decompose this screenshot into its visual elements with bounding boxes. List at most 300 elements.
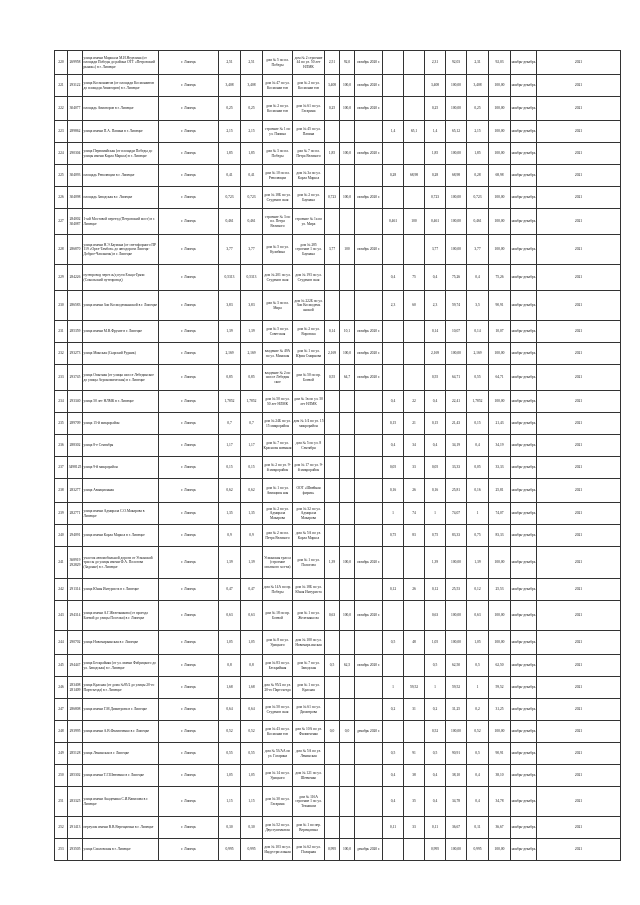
cell-n: 251 bbox=[55, 787, 68, 817]
cell-g: 0,25 bbox=[467, 97, 489, 121]
cell-name: улица 15-й микрорайон bbox=[83, 413, 159, 435]
cell-b: 1,17 bbox=[241, 435, 263, 457]
cell-c bbox=[325, 413, 340, 435]
cell-name: улица Авиационная bbox=[83, 479, 159, 503]
cell-name: улица Красная (от дома №95/2 до улицы 20-го Партсъезда) в г. Липецке bbox=[83, 677, 159, 699]
cell-p: 100,0 bbox=[340, 187, 355, 209]
cell-c: 3,77 bbox=[325, 235, 340, 265]
cell-per: ноябрь-декабрь bbox=[511, 579, 537, 601]
cell-r2: 31 bbox=[404, 699, 425, 721]
cell-a: 0,7 bbox=[219, 413, 241, 435]
cell-name: улица имени Маршала М.И.Неделина (от площади Победы до района ОТТ «Петровский рынок») в г. Липецке bbox=[83, 51, 159, 75]
cell-r2: 83 bbox=[404, 525, 425, 547]
cell-r2: 59,52 bbox=[404, 677, 425, 699]
cell-d: октябрь 2020 г. bbox=[355, 143, 383, 165]
cell-c: 0,25 bbox=[325, 97, 340, 121]
cell-id: 283408 281409 bbox=[68, 677, 83, 699]
cell-e: 1,85 bbox=[425, 143, 446, 165]
cell-e: 0,2 bbox=[425, 699, 446, 721]
cell-g: 0,52 bbox=[467, 721, 489, 743]
cell-a: 0,55 bbox=[219, 743, 241, 765]
cell-r1: 0,12 bbox=[383, 579, 404, 601]
cell-c bbox=[325, 265, 340, 291]
cell-f: 100,00 bbox=[446, 601, 467, 631]
cell-p: 64,7 bbox=[340, 365, 355, 391]
cell-r1 bbox=[383, 343, 404, 365]
table-row bbox=[55, 547, 621, 579]
cell-per: ноябрь-декабрь bbox=[511, 677, 537, 699]
cell-c bbox=[325, 291, 340, 321]
cell-p bbox=[340, 699, 355, 721]
cell-n: 252 bbox=[55, 817, 68, 839]
cell-c bbox=[325, 787, 340, 817]
cell-yr: 2021 bbox=[537, 121, 621, 143]
cell-d bbox=[355, 743, 383, 765]
cell-e: 0,4 bbox=[425, 391, 446, 413]
cell-id: 282771 bbox=[68, 503, 83, 525]
cell-id: 304077 bbox=[68, 97, 83, 121]
cell-from: дом № 1 по ул. Авиацион ная bbox=[263, 479, 293, 503]
table-row bbox=[55, 839, 621, 861]
cell-r1 bbox=[383, 97, 404, 121]
cell-r2: 60 bbox=[404, 291, 425, 321]
cell-c: 1,85 bbox=[325, 143, 340, 165]
cell-e: 0,14 bbox=[425, 321, 446, 343]
cell-d: октябрь 2020 г. bbox=[355, 601, 383, 631]
cell-b: 0,47 bbox=[241, 579, 263, 601]
cell-f: 100,00 bbox=[446, 143, 467, 165]
cell-e: 0,55 bbox=[425, 365, 446, 391]
cell-h: 100,00 bbox=[489, 143, 511, 165]
cell-to: дом № 2 по ул. Воровска bbox=[293, 321, 325, 343]
cell-a: 1,39 bbox=[219, 321, 241, 343]
cell-a: 2,51 bbox=[219, 51, 241, 75]
cell-r2 bbox=[404, 365, 425, 391]
cell-p bbox=[340, 743, 355, 765]
cell-b: 1,7852 bbox=[241, 391, 263, 413]
cell-city: г. Липецк bbox=[159, 479, 219, 503]
cell-name: улица Минская (Сырский Рудник) bbox=[83, 343, 159, 365]
cell-b: 1,39 bbox=[241, 547, 263, 579]
cell-yr: 2021 bbox=[537, 743, 621, 765]
cell-name: улица Опытная (от улицы шоссе Лебединское до улицы Агрономическая) в г. Липецке bbox=[83, 365, 159, 391]
cell-a: 0,52 bbox=[219, 721, 241, 743]
cell-b: 3,77 bbox=[241, 235, 263, 265]
cell-per: ноябрь-декабрь bbox=[511, 209, 537, 235]
cell-r1 bbox=[383, 601, 404, 631]
cell-p: 100 bbox=[340, 235, 355, 265]
cell-h: 100,00 bbox=[489, 75, 511, 97]
cell-r2 bbox=[404, 321, 425, 343]
cell-to: дом № 222Б по ул. Зои Космодемь янской bbox=[293, 291, 325, 321]
cell-id: 293273 bbox=[68, 343, 83, 365]
cell-h: 100,00 bbox=[489, 391, 511, 413]
cell-n: 221 bbox=[55, 75, 68, 97]
cell-from: дом № 50 по ул. 50 лет НЛМК bbox=[263, 391, 293, 413]
cell-p: 92,0 bbox=[340, 51, 355, 75]
cell-f: 83,33 bbox=[446, 525, 467, 547]
cell-c: 0,55 bbox=[325, 365, 340, 391]
cell-e: 1,39 bbox=[425, 547, 446, 579]
cell-yr: 2021 bbox=[537, 165, 621, 187]
cell-f: 38,10 bbox=[446, 765, 467, 787]
cell-r1 bbox=[383, 235, 404, 265]
cell-e: 0,723 bbox=[425, 187, 446, 209]
cell-city: г. Липецк bbox=[159, 579, 219, 601]
cell-r1: 2,3 bbox=[383, 291, 404, 321]
cell-d bbox=[355, 435, 383, 457]
cell-c bbox=[325, 743, 340, 765]
cell-city: г. Липецк bbox=[159, 343, 219, 365]
cell-b: 0,41 bbox=[241, 165, 263, 187]
cell-h: 100,00 bbox=[489, 839, 511, 861]
cell-d bbox=[355, 121, 383, 143]
cell-yr: 2021 bbox=[537, 187, 621, 209]
cell-from: дом № 95/2 по ул. 20-го Партсъезда bbox=[263, 677, 293, 699]
cell-p bbox=[340, 121, 355, 143]
cell-from: дом № 52 по ул. Двуступенчатая bbox=[263, 817, 293, 839]
cell-id: 285302 bbox=[68, 765, 83, 787]
table-row bbox=[55, 655, 621, 677]
cell-e: 0,52 bbox=[425, 721, 446, 743]
cell-a: 0,63 bbox=[219, 601, 241, 631]
cell-h: 34,19 bbox=[489, 435, 511, 457]
cell-name: улица имени Т.Г.Шевченко в г. Липецке bbox=[83, 765, 159, 787]
cell-id: 290304 bbox=[68, 143, 83, 165]
table-row bbox=[55, 631, 621, 655]
cell-g: 0,4 bbox=[467, 765, 489, 787]
cell-h: 100,00 bbox=[489, 601, 511, 631]
cell-d bbox=[355, 525, 383, 547]
cell-per: ноябрь-декабрь bbox=[511, 365, 537, 391]
cell-to: дом № 3а по ул. Карла Маркса bbox=[293, 165, 325, 187]
cell-e: 0,4 bbox=[425, 787, 446, 817]
cell-city: г. Липецк bbox=[159, 699, 219, 721]
cell-f: 64,71 bbox=[446, 365, 467, 391]
table-row bbox=[55, 457, 621, 479]
cell-city: г. Липецк bbox=[159, 547, 219, 579]
cell-p: 10,1 bbox=[340, 321, 355, 343]
cell-c bbox=[325, 817, 340, 839]
cell-f: 68,98 bbox=[446, 165, 467, 187]
cell-c: 2,51 bbox=[325, 51, 340, 75]
cell-name: улица Новомарьинская в г. Липецке bbox=[83, 631, 159, 655]
cell-n: 222 bbox=[55, 97, 68, 121]
cell-to: дом № 61 по ул. Гагарина bbox=[293, 97, 325, 121]
cell-n: 224 bbox=[55, 143, 68, 165]
cell-f: 100,00 bbox=[446, 209, 467, 235]
cell-id: 291314 bbox=[68, 579, 83, 601]
cell-e: 3,77 bbox=[425, 235, 446, 265]
cell-h: 75,26 bbox=[489, 265, 511, 291]
cell-name: улица имени Карла Маркса в г. Липецке bbox=[83, 525, 159, 547]
cell-r1: 0,4 bbox=[383, 435, 404, 457]
cell-r2 bbox=[404, 839, 425, 861]
cell-name: улица 50 лет НЛМК в г. Липецке bbox=[83, 391, 159, 413]
cell-e: 0,15 bbox=[425, 413, 446, 435]
cell-r2: 34 bbox=[404, 435, 425, 457]
cell-a: 1,35 bbox=[219, 503, 241, 525]
cell-p: 62,5 bbox=[340, 655, 355, 677]
cell-p bbox=[340, 787, 355, 817]
cell-c: 0,63 bbox=[325, 601, 340, 631]
cell-id: 283325 bbox=[68, 787, 83, 817]
cell-e: 0,63 bbox=[425, 601, 446, 631]
cell-e: 0,05 bbox=[425, 457, 446, 479]
cell-to: дом № 5 по ул. 8 Сентября bbox=[293, 435, 325, 457]
cell-r1: 1 bbox=[383, 503, 404, 525]
cell-a: 0,15 bbox=[219, 457, 241, 479]
cell-yr: 2021 bbox=[537, 143, 621, 165]
cell-r1: 0,28 bbox=[383, 165, 404, 187]
cell-r1: 1,4 bbox=[383, 121, 404, 143]
cell-yr: 2021 bbox=[537, 343, 621, 365]
cell-r2: 74 bbox=[404, 503, 425, 525]
cell-n: 223 bbox=[55, 121, 68, 143]
cell-d: октябрь 2020 г. bbox=[355, 547, 383, 579]
cell-name: улица имени М.В.Фрунзе в г. Липецке bbox=[83, 321, 159, 343]
cell-id: 304098 bbox=[68, 187, 83, 209]
cell-city: г. Липецк bbox=[159, 75, 219, 97]
cell-e: 0,4 bbox=[425, 435, 446, 457]
cell-p: 100,0 bbox=[340, 343, 355, 365]
cell-id: 368919 292829 bbox=[68, 547, 83, 579]
cell-a: 1,7852 bbox=[219, 391, 241, 413]
cell-to: дом № 50 по пр. Боевой bbox=[293, 365, 325, 391]
cell-f: 100,00 bbox=[446, 631, 467, 655]
cell-name: улица Бескрайняя (от ул. имени Фабрицкого до ул. Заводская) в г. Липецке bbox=[83, 655, 159, 677]
cell-d bbox=[355, 457, 383, 479]
cell-r2: 26 bbox=[404, 479, 425, 503]
cell-h: 90,91 bbox=[489, 743, 511, 765]
cell-h: 100,00 bbox=[489, 547, 511, 579]
cell-e: 0,461 bbox=[425, 209, 446, 235]
cell-r2: 100 bbox=[404, 209, 425, 235]
cell-per: ноябрь-декабрь bbox=[511, 743, 537, 765]
table-row bbox=[55, 343, 621, 365]
cell-a: 1,68 bbox=[219, 677, 241, 699]
table-row bbox=[55, 699, 621, 721]
cell-per: ноябрь-декабрь bbox=[511, 121, 537, 143]
cell-h: 100,00 bbox=[489, 235, 511, 265]
cell-c bbox=[325, 677, 340, 699]
table-row bbox=[55, 143, 621, 165]
cell-n: 243 bbox=[55, 601, 68, 631]
cell-b: 1,85 bbox=[241, 143, 263, 165]
cell-per: ноябрь-декабрь bbox=[511, 765, 537, 787]
cell-b: 0,64 bbox=[241, 699, 263, 721]
cell-from: дом № 201 по ул. Студенов ская bbox=[263, 265, 293, 291]
cell-n: 229 bbox=[55, 265, 68, 291]
cell-id: 293122 bbox=[68, 75, 83, 97]
cell-b: 0,30 bbox=[241, 817, 263, 839]
cell-n: 231 bbox=[55, 321, 68, 343]
cell-r2: 68,98 bbox=[404, 165, 425, 187]
cell-a: 0,8 bbox=[219, 655, 241, 677]
cell-b: 1,15 bbox=[241, 787, 263, 817]
cell-name: улица 9-й микрорайон bbox=[83, 457, 159, 479]
cell-yr: 2021 bbox=[537, 721, 621, 743]
cell-g: 2,15 bbox=[467, 121, 489, 143]
cell-r1 bbox=[383, 655, 404, 677]
cell-g: 0,16 bbox=[467, 479, 489, 503]
cell-d: октябрь 2020 г. bbox=[355, 365, 383, 391]
cell-city: г. Липецк bbox=[159, 265, 219, 291]
cell-city: г. Липецк bbox=[159, 601, 219, 631]
cell-per: ноябрь-декабрь bbox=[511, 413, 537, 435]
cell-a: 0,25 bbox=[219, 97, 241, 121]
table-row bbox=[55, 525, 621, 547]
cell-per: ноябрь-декабрь bbox=[511, 51, 537, 75]
cell-city: г. Липецк bbox=[159, 677, 219, 699]
cell-yr: 2021 bbox=[537, 435, 621, 457]
cell-to: дом № 1 по ул. Пологова bbox=[293, 547, 325, 579]
cell-per: ноябрь-декабрь bbox=[511, 391, 537, 413]
cell-c bbox=[325, 503, 340, 525]
cell-r2 bbox=[404, 547, 425, 579]
cell-p bbox=[340, 435, 355, 457]
cell-c bbox=[325, 631, 340, 655]
cell-id: 284002 304087 bbox=[68, 209, 83, 235]
cell-g: 3,77 bbox=[467, 235, 489, 265]
cell-g: 0,5 bbox=[467, 743, 489, 765]
cell-e: 1 bbox=[425, 677, 446, 699]
table-row bbox=[55, 787, 621, 817]
cell-c: 0,14 bbox=[325, 321, 340, 343]
cell-e: 0,4 bbox=[425, 765, 446, 787]
cell-city: г. Липецк bbox=[159, 413, 219, 435]
cell-b: 0,995 bbox=[241, 839, 263, 861]
cell-id: 285128 bbox=[68, 743, 83, 765]
cell-p: 100,0 bbox=[340, 547, 355, 579]
cell-d bbox=[355, 817, 383, 839]
cell-city: г. Липецк bbox=[159, 291, 219, 321]
cell-g: 0,4 bbox=[467, 265, 489, 291]
cell-r2 bbox=[404, 187, 425, 209]
cell-from: дом № 2 по пл. Петра Великого bbox=[263, 525, 293, 547]
cell-per: ноябрь-декабрь bbox=[511, 435, 537, 457]
cell-p bbox=[340, 503, 355, 525]
cell-yr: 2021 bbox=[537, 365, 621, 391]
cell-n: 232 bbox=[55, 343, 68, 365]
cell-f: 100,00 bbox=[446, 97, 467, 121]
cell-id: 3498125 bbox=[68, 457, 83, 479]
cell-per: ноябрь-декабрь bbox=[511, 291, 537, 321]
cell-a: 1,05 bbox=[219, 631, 241, 655]
cell-p bbox=[340, 457, 355, 479]
cell-yr: 2021 bbox=[537, 547, 621, 579]
cell-d: декабрь 2020 г. bbox=[355, 721, 383, 743]
cell-from: строение № 1 по ул. Папина bbox=[263, 121, 293, 143]
cell-d bbox=[355, 413, 383, 435]
cell-a: 0,5313 bbox=[219, 265, 241, 291]
cell-city: г. Липецк bbox=[159, 765, 219, 787]
cell-yr: 2021 bbox=[537, 235, 621, 265]
cell-to: дом № 10А по ул. Филипченко bbox=[293, 721, 325, 743]
cell-h: 10,07 bbox=[489, 321, 511, 343]
cell-b: 1,39 bbox=[241, 321, 263, 343]
cell-d bbox=[355, 209, 383, 235]
cell-to: дом № 17 по ул. 9-й микрорайон bbox=[293, 457, 325, 479]
cell-id: 304093 bbox=[68, 165, 83, 187]
cell-r1: 0,5 bbox=[383, 743, 404, 765]
cell-f: 75,26 bbox=[446, 265, 467, 291]
table-row bbox=[55, 503, 621, 525]
cell-city: г. Липецк bbox=[159, 457, 219, 479]
cell-id: 293995 bbox=[68, 721, 83, 743]
cell-to: дом № 2 строение 44 по ул. 50 лет НЛМК bbox=[293, 51, 325, 75]
cell-from: дом № 14А по пр. Победы bbox=[263, 579, 293, 601]
cell-yr: 2021 bbox=[537, 503, 621, 525]
cell-g: 1,85 bbox=[467, 143, 489, 165]
cell-yr: 2021 bbox=[537, 413, 621, 435]
cell-to: дом № 2 по ул. Космонав тов bbox=[293, 75, 325, 97]
cell-name: улица имени А.Г.Железнякова (от проезда Боевой до улицы Поселки) в г. Липецке bbox=[83, 601, 159, 631]
cell-d: октябрь 2020 г. bbox=[355, 655, 383, 677]
cell-g: 0,12 bbox=[467, 579, 489, 601]
cell-name: площадь Авиаторов в г. Липецке bbox=[83, 97, 159, 121]
cell-g: 0,15 bbox=[467, 413, 489, 435]
cell-g: 0,2 bbox=[467, 699, 489, 721]
cell-per: ноябрь-декабрь bbox=[511, 187, 537, 209]
cell-e: 1 bbox=[425, 503, 446, 525]
cell-g: 0,4 bbox=[467, 787, 489, 817]
cell-yr: 2021 bbox=[537, 479, 621, 503]
cell-per: ноябрь-декабрь bbox=[511, 721, 537, 743]
cell-r2 bbox=[404, 51, 425, 75]
cell-n: 241 bbox=[55, 547, 68, 579]
cell-c bbox=[325, 525, 340, 547]
cell-h: 100,00 bbox=[489, 343, 511, 365]
table-row bbox=[55, 479, 621, 503]
cell-g: 3,5 bbox=[467, 291, 489, 321]
cell-d bbox=[355, 677, 383, 699]
cell-from: дом № 5 по пл. Победы bbox=[263, 51, 293, 75]
cell-from: дом № 18 по пр. Боевой bbox=[263, 601, 293, 631]
cell-f: 36,67 bbox=[446, 817, 467, 839]
cell-r1 bbox=[383, 143, 404, 165]
cell-per: ноябрь-декабрь bbox=[511, 699, 537, 721]
cell-a: 0,995 bbox=[219, 839, 241, 861]
cell-per: ноябрь-декабрь bbox=[511, 343, 537, 365]
cell-c: 0,723 bbox=[325, 187, 340, 209]
cell-d bbox=[355, 765, 383, 787]
cell-e: 0,12 bbox=[425, 579, 446, 601]
cell-h: 21,43 bbox=[489, 413, 511, 435]
cell-p: 100,0 bbox=[340, 143, 355, 165]
cell-r1 bbox=[383, 547, 404, 579]
cell-name: улица Космонавтов (от площади Космонавтов до площади Авиаторов) в г. Липецке bbox=[83, 75, 159, 97]
cell-name: улица имени Н.Э.Баумана (от светофорного ПР 119 «Орел-Тамбов» до автодороги Липецк-Доброе-Чаплыгин) в г. Липецке bbox=[83, 235, 159, 265]
cell-d bbox=[355, 479, 383, 503]
cell-p bbox=[340, 291, 355, 321]
cell-from: дом № 3 по пл. Победы bbox=[263, 143, 293, 165]
cell-name: площадь Революции в г. Липецке bbox=[83, 165, 159, 187]
cell-yr: 2021 bbox=[537, 631, 621, 655]
cell-yr: 2021 bbox=[537, 677, 621, 699]
cell-id: 293505 bbox=[68, 839, 83, 861]
cell-per: ноябрь-декабрь bbox=[511, 839, 537, 861]
cell-city: г. Липецк bbox=[159, 435, 219, 457]
cell-id: 288302 bbox=[68, 435, 83, 457]
cell-yr: 2021 bbox=[537, 391, 621, 413]
cell-per: ноябрь-декабрь bbox=[511, 503, 537, 525]
cell-c bbox=[325, 435, 340, 457]
cell-per: ноябрь-декабрь bbox=[511, 457, 537, 479]
cell-a: 3,83 bbox=[219, 291, 241, 321]
cell-h: 25,53 bbox=[489, 579, 511, 601]
cell-f: 100,00 bbox=[446, 343, 467, 365]
